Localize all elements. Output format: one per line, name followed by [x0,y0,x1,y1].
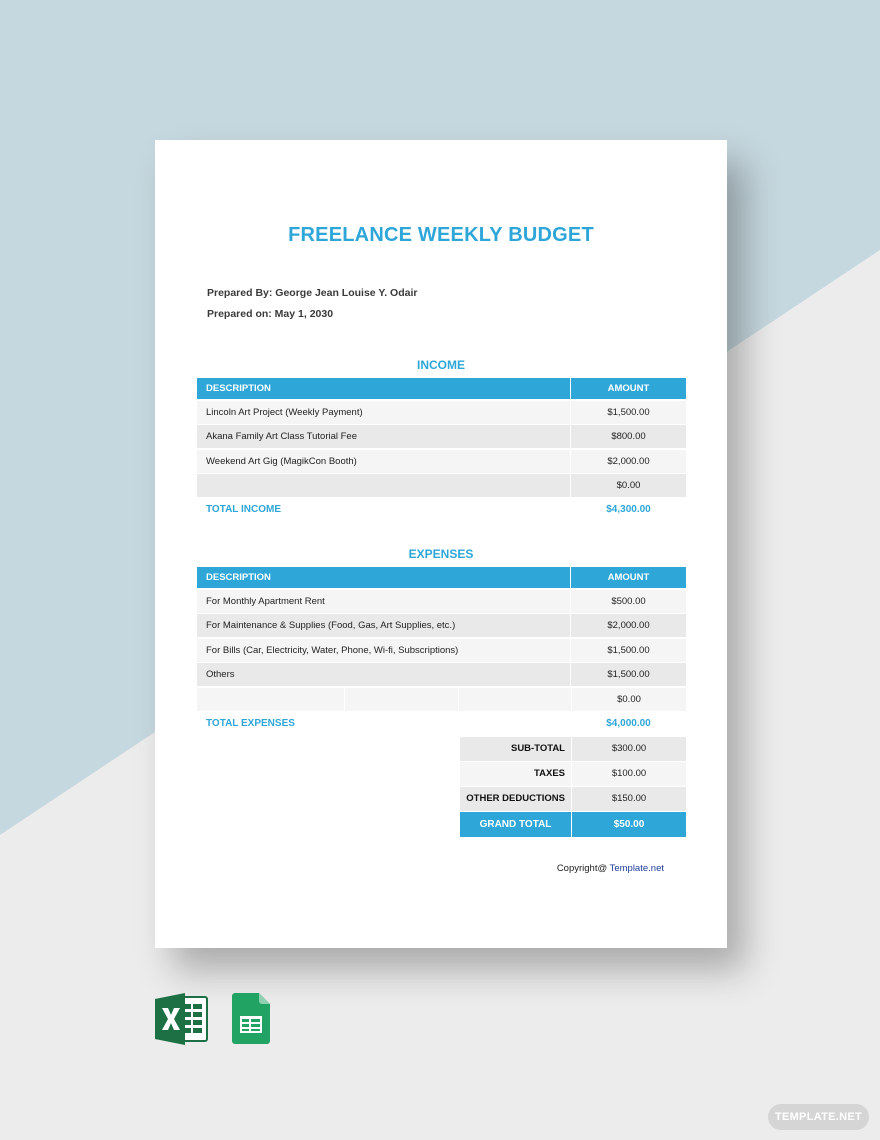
copyright-brand-link[interactable]: Template.net [609,863,664,874]
row-amount: $0.00 [617,693,641,705]
row-description: For Monthly Apartment Rent [197,590,571,613]
subtotal-row [460,737,686,761]
row-amount: $0.00 [616,480,641,491]
budget-document [155,140,727,948]
expenses-section-title: EXPENSES [408,547,474,561]
income-table [197,378,686,521]
expenses-total-row [197,712,686,734]
taxes-value: $100.00 [611,768,647,780]
expenses-table [197,567,686,734]
copyright-notice [557,863,664,874]
row-amount: $1,500.00 [607,669,650,680]
empty-cell [345,688,459,711]
row-description [197,474,571,497]
total-expenses-label: TOTAL EXPENSES [206,717,295,729]
row-description: For Bills (Car, Electricity, Water, Phone, Wi-fi, Subscriptions) [197,639,571,662]
table-row [197,614,686,637]
row-description: Lincoln Art Project (Weekly Payment) [197,401,571,424]
total-expenses-value: $4,000.00 [606,717,651,729]
prepared-by: Prepared By: George Jean Louise Y. Odair [207,287,418,299]
deductions-label: OTHER DEDUCTIONS [460,787,572,811]
income-header-amount: AMOUNT [607,383,650,394]
table-row [197,688,686,711]
summary-table [460,737,686,839]
grand-total-label: GRAND TOTAL [460,812,572,837]
expenses-header-row [197,567,686,588]
expenses-header-description: DESCRIPTION [197,567,571,588]
row-amount: $1,500.00 [607,644,650,656]
row-description: Others [197,663,571,686]
table-row [197,639,686,662]
table-row [197,590,686,613]
prepared-on: Prepared on: May 1, 2030 [207,308,334,320]
total-income-label: TOTAL INCOME [206,504,281,515]
template-net-watermark: TEMPLATE.NET [768,1104,869,1130]
document-title: FREELANCE WEEKLY BUDGET [288,224,594,246]
table-row [197,450,686,473]
deductions-row [460,787,686,811]
grand-total-row [460,812,686,837]
google-sheets-icon[interactable] [232,993,272,1045]
subtotal-label: SUB-TOTAL [460,737,572,761]
taxes-label: TAXES [460,762,572,786]
total-income-value: $4,300.00 [606,504,651,515]
row-amount: $1,500.00 [607,406,650,418]
table-row [197,425,686,448]
income-header-row [197,378,686,399]
taxes-row [460,762,686,786]
empty-cell [459,688,571,711]
excel-icon[interactable] [155,993,209,1045]
row-amount: $2,000.00 [607,620,650,631]
grand-total-value: $50.00 [613,819,645,830]
copyright-prefix: Copyright@ [556,863,610,874]
row-description: Akana Family Art Class Tutorial Fee [197,425,571,448]
table-row [197,663,686,686]
row-description [197,688,572,711]
income-section-title: INCOME [417,358,465,372]
row-amount: $800.00 [611,431,646,442]
income-total-row [197,499,686,521]
subtotal-value: $300.00 [611,743,647,755]
income-header-description: DESCRIPTION [197,378,571,399]
row-description: Weekend Art Gig (MagikCon Booth) [197,450,571,473]
row-amount: $500.00 [611,595,646,607]
empty-cell [197,688,345,711]
expenses-header-amount: AMOUNT [607,572,650,583]
table-row [197,401,686,424]
table-row [197,474,686,497]
row-amount: $2,000.00 [607,455,650,467]
deductions-value: $150.00 [611,793,647,805]
row-description: For Maintenance & Supplies (Food, Gas, Art Supplies, etc.) [197,614,571,637]
